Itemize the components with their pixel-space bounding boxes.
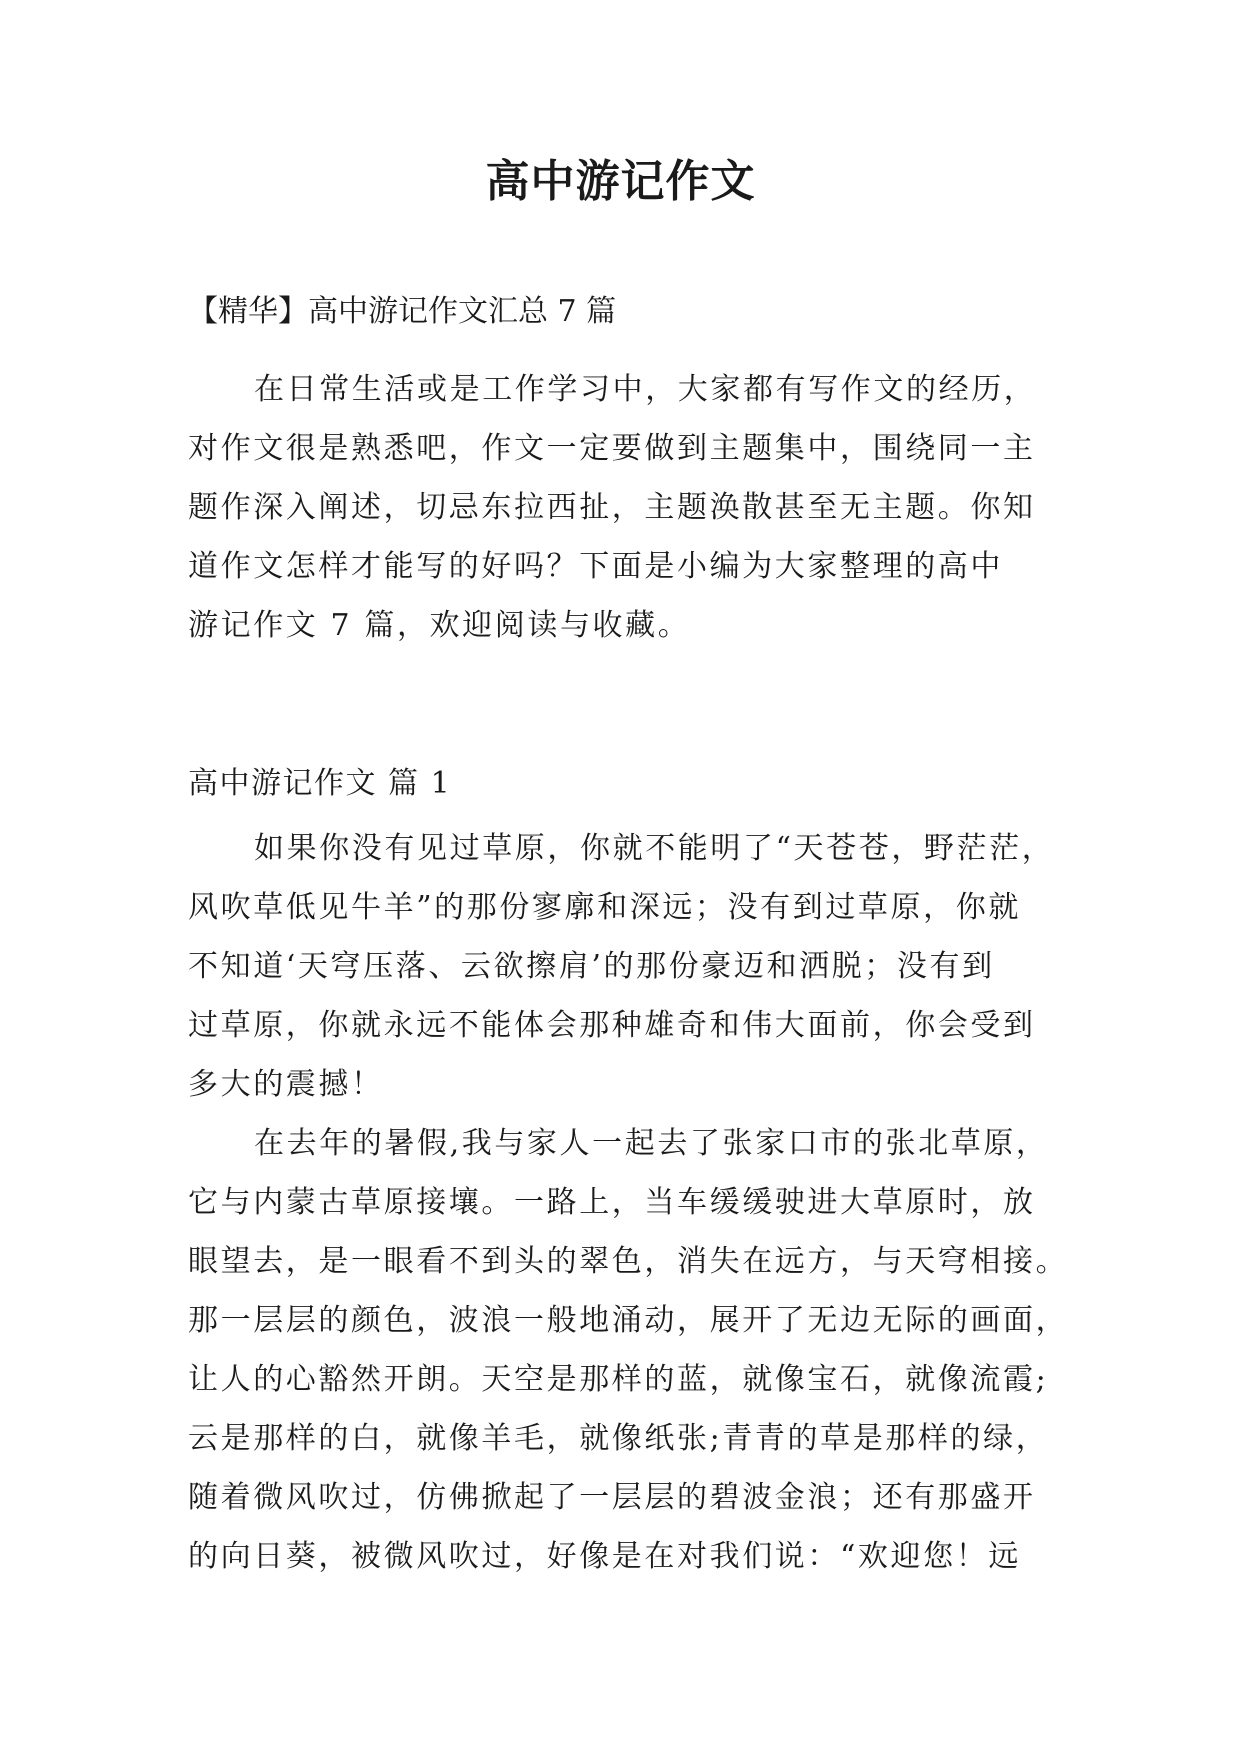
paragraph-line: 眼望去，是一眼看不到头的翠色，消失在远方，与天穹相接。 bbox=[188, 1244, 1069, 1279]
document-subtitle: 【精华】高中游记作文汇总 7 篇 bbox=[188, 294, 617, 329]
intro-line: 道作文怎样才能写的好吗？下面是小编为大家整理的高中 bbox=[188, 549, 1003, 584]
paragraph-line: 如果你没有见过草原，你就不能明了“天苍苍，野茫茫， bbox=[254, 831, 1055, 866]
paragraph-line: 随着微风吹过，仿佛掀起了一层层的碧波金浪；还有那盛开 bbox=[188, 1480, 1036, 1515]
intro-line: 对作文很是熟悉吧，作文一定要做到主题集中，围绕同一主 bbox=[188, 431, 1036, 466]
paragraph-line: 让人的心豁然开朗。天空是那样的蓝，就像宝石，就像流霞; bbox=[188, 1362, 1049, 1397]
essay-paragraph-1 bbox=[188, 819, 1068, 1114]
intro-paragraph bbox=[188, 360, 1068, 655]
paragraph-line: 那一层层的颜色，波浪一般地涌动，展开了无边无际的画面， bbox=[188, 1303, 1069, 1338]
paragraph-line: 在去年的暑假,我与家人一起去了张家口市的张北草原， bbox=[254, 1126, 1049, 1161]
intro-line: 游记作文 7 篇，欢迎阅读与收藏。 bbox=[188, 608, 691, 643]
paragraph-line: 风吹草低见牛羊”的那份寥廓和深远；没有到过草原，你就 bbox=[188, 890, 1021, 925]
paragraph-line: 它与内蒙古草原接壤。一路上，当车缓缓驶进大草原时，放 bbox=[188, 1185, 1036, 1220]
paragraph-line: 不知道‘天穹压落、云欲擦肩’的那份豪迈和洒脱；没有到 bbox=[188, 949, 995, 984]
section-heading: 高中游记作文 篇 1 bbox=[188, 766, 452, 801]
paragraph-line: 多大的震撼！ bbox=[188, 1067, 384, 1102]
paragraph-line: 过草原，你就永远不能体会那种雄奇和伟大面前，你会受到 bbox=[188, 1008, 1036, 1043]
document-title: 高中游记作文 bbox=[485, 156, 756, 207]
essay-paragraph-2 bbox=[188, 1114, 1068, 1586]
paragraph-line: 的向日葵，被微风吹过，好像是在对我们说：“欢迎您！远 bbox=[188, 1539, 1021, 1574]
paragraph-line: 云是那样的白，就像羊毛，就像纸张;青青的草是那样的绿， bbox=[188, 1421, 1049, 1456]
intro-line: 在日常生活或是工作学习中，大家都有写作文的经历， bbox=[254, 372, 1037, 407]
intro-line: 题作深入阐述，切忌东拉西扯，主题涣散甚至无主题。你知 bbox=[188, 490, 1036, 525]
